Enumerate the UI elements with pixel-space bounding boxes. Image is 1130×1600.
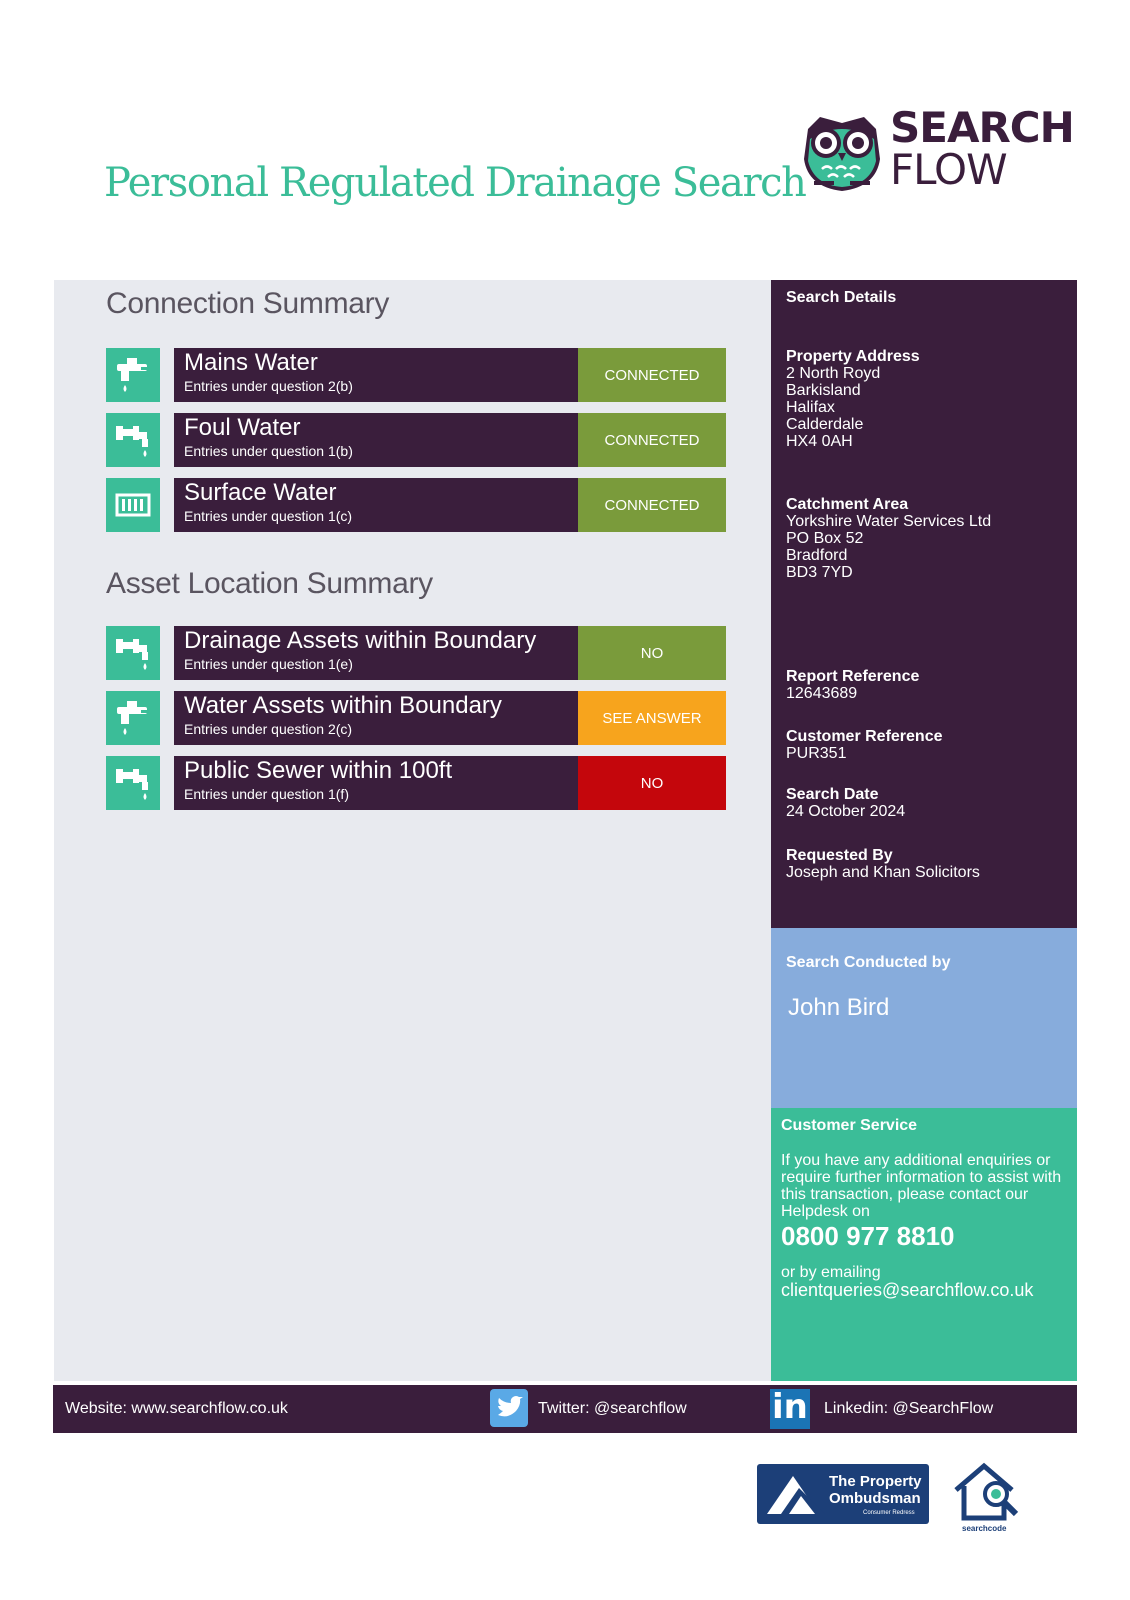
search-conducted-by-panel (771, 928, 1077, 1108)
row-title: Water Assets within Boundary (184, 692, 502, 719)
search-details-panel (771, 280, 1077, 928)
row-subtitle: Entries under question 2(b) (184, 378, 353, 394)
page-title: Personal Regulated Drainage Search (104, 160, 806, 206)
owl-logo-icon (800, 109, 884, 193)
status-badge: CONNECTED (578, 348, 726, 402)
house-magnifier-icon (950, 1462, 1030, 1524)
row-bar (174, 413, 578, 467)
email-intro: or by emailing (781, 1264, 881, 1281)
searchflow-logo (800, 103, 1074, 195)
row-title: Mains Water (184, 349, 318, 376)
row-title: Public Sewer within 100ft (184, 757, 453, 784)
row-subtitle: Entries under question 1(e) (184, 656, 353, 672)
row-title: Drainage Assets within Boundary (184, 627, 537, 654)
helpdesk-email-link[interactable]: clientqueries@searchflow.co.uk (781, 1280, 1034, 1300)
requested-by (786, 847, 1071, 881)
catchment-area-label: Catchment Area (786, 496, 909, 513)
searchcode-badge (950, 1462, 1030, 1534)
conducted-by-heading: Search Conducted by (786, 954, 951, 971)
row-subtitle: Entries under question 1(b) (184, 443, 353, 459)
row-bar (174, 756, 578, 810)
search-details-heading: Search Details (786, 289, 897, 306)
row-subtitle: Entries under question 1(c) (184, 508, 353, 524)
catchment-line: Yorkshire Water Services Ltd (786, 513, 992, 530)
row-title: Surface Water (184, 479, 337, 506)
footer-bar (53, 1385, 1077, 1433)
row-bar (174, 691, 578, 745)
catchment-area (786, 496, 1071, 581)
address-line: Barkisland (786, 382, 861, 399)
twitter-icon[interactable] (490, 1389, 528, 1427)
report-reference-value: 12643689 (786, 685, 858, 702)
row-subtitle: Entries under question 1(f) (184, 786, 349, 802)
customer-reference-value: PUR351 (786, 745, 847, 762)
row-bar (174, 478, 578, 532)
ombudsman-triangle-icon (763, 1472, 827, 1518)
catchment-line: PO Box 52 (786, 530, 864, 547)
searchcode-label: searchcode (962, 1524, 1007, 1533)
tap-icon (106, 348, 160, 402)
customer-service-text: If you have any additional enquiries or require further information to assist with this transaction, please contact our Helpdesk on (781, 1152, 1062, 1220)
drain-grate-icon (106, 478, 160, 532)
status-badge: NO (578, 626, 726, 680)
row-title: Foul Water (184, 414, 301, 441)
report-reference-label: Report Reference (786, 668, 920, 685)
status-badge: SEE ANSWER (578, 691, 726, 745)
helpdesk-phone[interactable]: 0800 977 8810 (781, 1221, 955, 1251)
asset-row-public-sewer (106, 756, 726, 810)
twitter-link[interactable]: Twitter: @searchflow (538, 1400, 687, 1417)
ombudsman-line1: The Property (829, 1473, 922, 1490)
ombudsman-line3: Consumer Redress (863, 1510, 915, 1516)
search-date-value: 24 October 2024 (786, 803, 906, 820)
catchment-line: BD3 7YD (786, 564, 853, 581)
connection-row-mains-water (106, 348, 726, 402)
property-ombudsman-badge (757, 1464, 929, 1524)
address-line: Calderdale (786, 416, 864, 433)
report-reference (786, 668, 1071, 702)
address-line: HX4 0AH (786, 433, 853, 450)
address-line: 2 North Royd (786, 365, 881, 382)
linkedin-link[interactable]: Linkedin: @SearchFlow (824, 1400, 994, 1417)
conducted-by-name: John Bird (788, 994, 890, 1021)
logo-text-line1: SEARCH (890, 103, 1074, 152)
logo-text-line2: FLOW (890, 145, 1007, 194)
status-badge: CONNECTED (578, 413, 726, 467)
linkedin-glyph: in (772, 1387, 808, 1427)
asset-row-drainage-assets (106, 626, 726, 680)
connection-summary-heading: Connection Summary (106, 287, 390, 320)
connection-row-surface-water (106, 478, 726, 532)
property-address (786, 348, 1071, 450)
customer-reference-label: Customer Reference (786, 728, 943, 745)
customer-reference (786, 728, 1071, 762)
catchment-line: Bradford (786, 547, 848, 564)
asset-row-water-assets (106, 691, 726, 745)
row-bar (174, 626, 578, 680)
pipe-icon (106, 756, 160, 810)
status-badge: NO (578, 756, 726, 810)
address-line: Halifax (786, 399, 835, 416)
customer-service-panel (771, 1108, 1077, 1381)
status-badge: CONNECTED (578, 478, 726, 532)
ombudsman-line2: Ombudsman (829, 1490, 921, 1507)
website-link[interactable]: Website: www.searchflow.co.uk (65, 1400, 288, 1417)
requested-by-label: Requested By (786, 847, 893, 864)
customer-service-heading: Customer Service (781, 1117, 918, 1134)
row-subtitle: Entries under question 2(c) (184, 721, 353, 737)
pipe-icon (106, 626, 160, 680)
linkedin-icon[interactable] (770, 1389, 810, 1429)
row-bar (174, 348, 578, 402)
property-address-label: Property Address (786, 348, 920, 365)
search-date (786, 786, 1071, 820)
asset-location-summary-heading: Asset Location Summary (106, 567, 433, 600)
requested-by-value: Joseph and Khan Solicitors (786, 864, 980, 881)
connection-row-foul-water (106, 413, 726, 467)
search-date-label: Search Date (786, 786, 879, 803)
tap-icon (106, 691, 160, 745)
pipe-icon (106, 413, 160, 467)
